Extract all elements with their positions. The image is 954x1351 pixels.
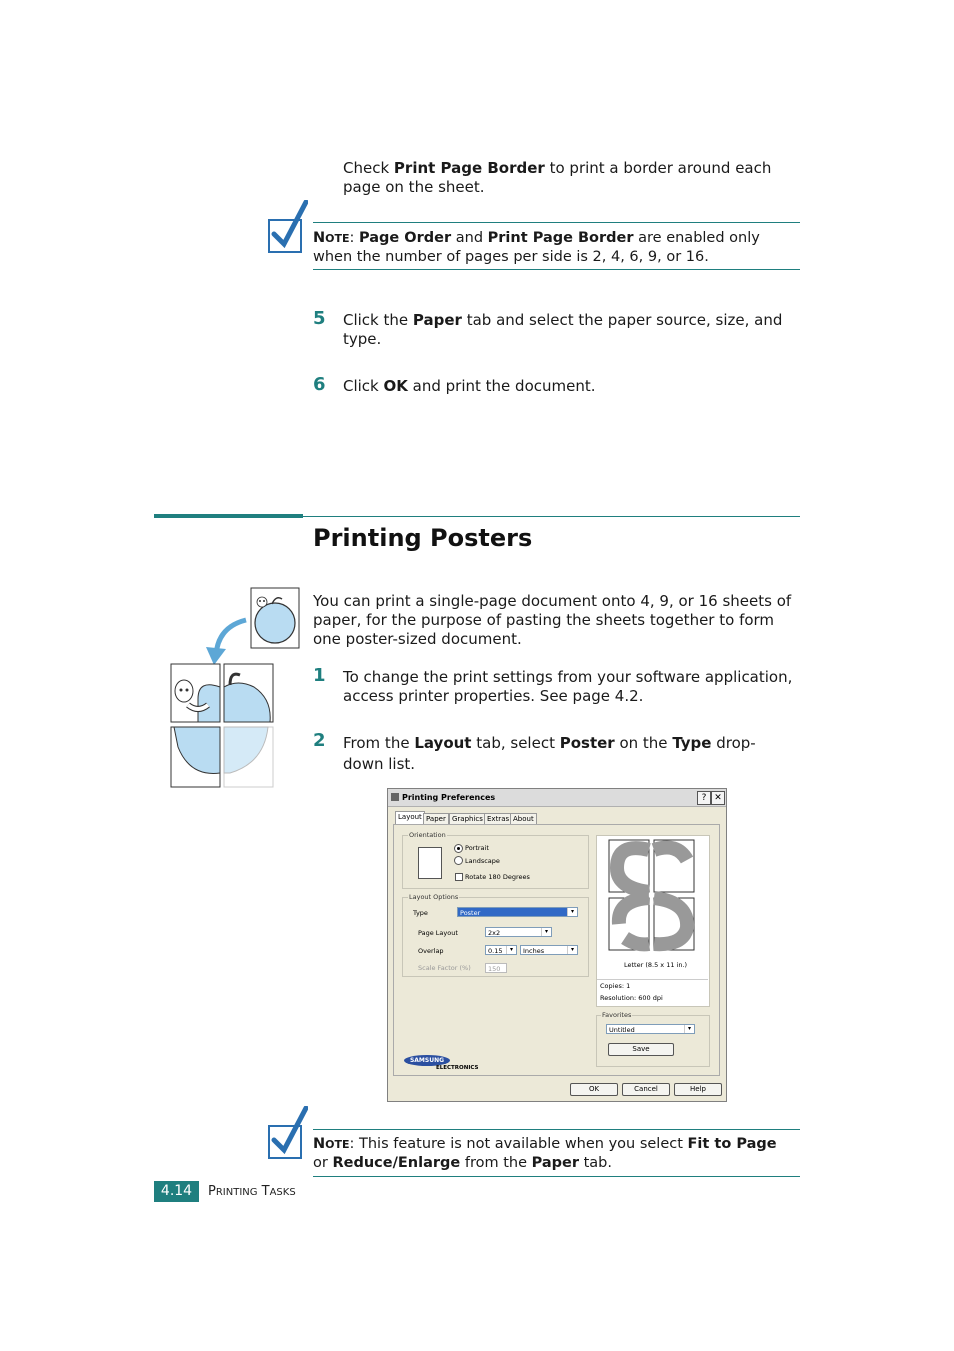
step-2-text: From the Layout tab, select Poster on the Type drop- down list. xyxy=(343,734,756,773)
ok-button[interactable]: OK xyxy=(570,1083,618,1096)
step-1-text: To change the print settings from your software application, access printer properties. See page 4.2. xyxy=(343,668,793,705)
checkmark-note-icon xyxy=(266,200,308,254)
overlap-input[interactable]: 0.15 ▾ xyxy=(485,945,517,955)
note-bottom-rule xyxy=(313,269,800,270)
close-button[interactable]: ✕ xyxy=(711,791,725,805)
dialog-title-bar xyxy=(388,789,726,807)
favorites-label: Favorites xyxy=(602,1011,632,1019)
tab-layout[interactable]: Layout xyxy=(395,811,425,825)
help-question-button[interactable]: ? xyxy=(697,791,711,805)
step-5-text: Click the Paper tab and select the paper source, size, and type. xyxy=(343,311,783,348)
help-button[interactable]: Help xyxy=(674,1083,722,1096)
page-layout-select[interactable]: 2x2 ▾ xyxy=(485,927,552,937)
portrait-radio[interactable] xyxy=(454,844,463,853)
type-select[interactable]: Poster ▾ xyxy=(457,907,578,917)
preview-divider xyxy=(597,979,708,980)
note-1: NOTE: Page Order and Print Page Border are enabled only when the number of pages per side is 2, 4, 6, 9, or 16. xyxy=(313,230,760,265)
rotate-checkbox[interactable] xyxy=(455,873,463,881)
section-bar xyxy=(154,514,303,518)
running-footer: PRINTING TASKS xyxy=(208,1184,296,1199)
page-number: 4.14 xyxy=(154,1181,199,1202)
favorites-group xyxy=(596,1015,710,1067)
scale-factor-input[interactable]: 150 xyxy=(485,963,507,973)
tab-about[interactable]: About xyxy=(510,813,537,825)
layout-options-label: Layout Options xyxy=(409,893,459,901)
note-top-rule xyxy=(313,222,800,223)
scale-factor-label: Scale Factor (%) xyxy=(418,964,471,972)
poster-illustration xyxy=(168,587,302,790)
portrait-page-icon xyxy=(418,847,442,879)
step-6-text: Click OK and print the document. xyxy=(343,377,596,395)
overlap-label: Overlap xyxy=(418,947,444,955)
printer-icon xyxy=(391,793,399,801)
page-layout-label: Page Layout xyxy=(418,929,458,937)
note-2: NOTE: This feature is not available when you select Fit to Page or Reduce/Enlarge from the Paper tab. xyxy=(313,1136,777,1171)
landscape-label: Landscape xyxy=(465,857,500,865)
poster-preview-image xyxy=(607,838,697,953)
landscape-radio[interactable] xyxy=(454,856,463,865)
tab-graphics[interactable]: Graphics xyxy=(449,813,486,825)
tab-paper[interactable]: Paper xyxy=(423,813,449,825)
rotate-label: Rotate 180 Degrees xyxy=(465,873,530,881)
posters-paragraph: You can print a single-page document onto 4, 9, or 16 sheets of paper, for the purpose of pasting the sheets together to form one poster-sized document. xyxy=(313,592,792,648)
copies-text: Copies: 1 xyxy=(600,982,631,990)
step-number: 5 xyxy=(313,308,326,329)
checkmark-note-icon xyxy=(266,1106,308,1160)
portrait-label: Portrait xyxy=(465,844,489,852)
step-number: 1 xyxy=(313,665,326,686)
cancel-button[interactable]: Cancel xyxy=(622,1083,670,1096)
samsung-logo: SAMSUNG xyxy=(404,1055,450,1066)
orientation-label: Orientation xyxy=(409,831,446,839)
intro-paragraph: Check Print Page Border to print a border around each page on the sheet. xyxy=(343,159,772,196)
section-rule xyxy=(303,516,800,517)
overlap-unit-select[interactable]: Inches ▾ xyxy=(520,945,578,955)
step-number: 2 xyxy=(313,730,326,751)
save-button[interactable]: Save xyxy=(608,1043,674,1056)
note-bottom-rule xyxy=(313,1176,800,1177)
section-title: Printing Posters xyxy=(313,524,533,552)
note-top-rule xyxy=(313,1129,800,1130)
type-label: Type xyxy=(413,909,428,917)
favorites-select[interactable]: Untitled ▾ xyxy=(606,1024,695,1034)
samsung-electronics-text: ELECTRONICS xyxy=(436,1065,479,1071)
tab-extras[interactable]: Extras xyxy=(484,813,512,825)
resolution-text: Resolution: 600 dpi xyxy=(600,994,663,1002)
printing-preferences-dialog xyxy=(387,788,727,1102)
step-number: 6 xyxy=(313,374,326,395)
paper-size-caption: Letter (8.5 x 11 in.) xyxy=(624,961,688,969)
dialog-title: Printing Preferences xyxy=(402,793,496,802)
